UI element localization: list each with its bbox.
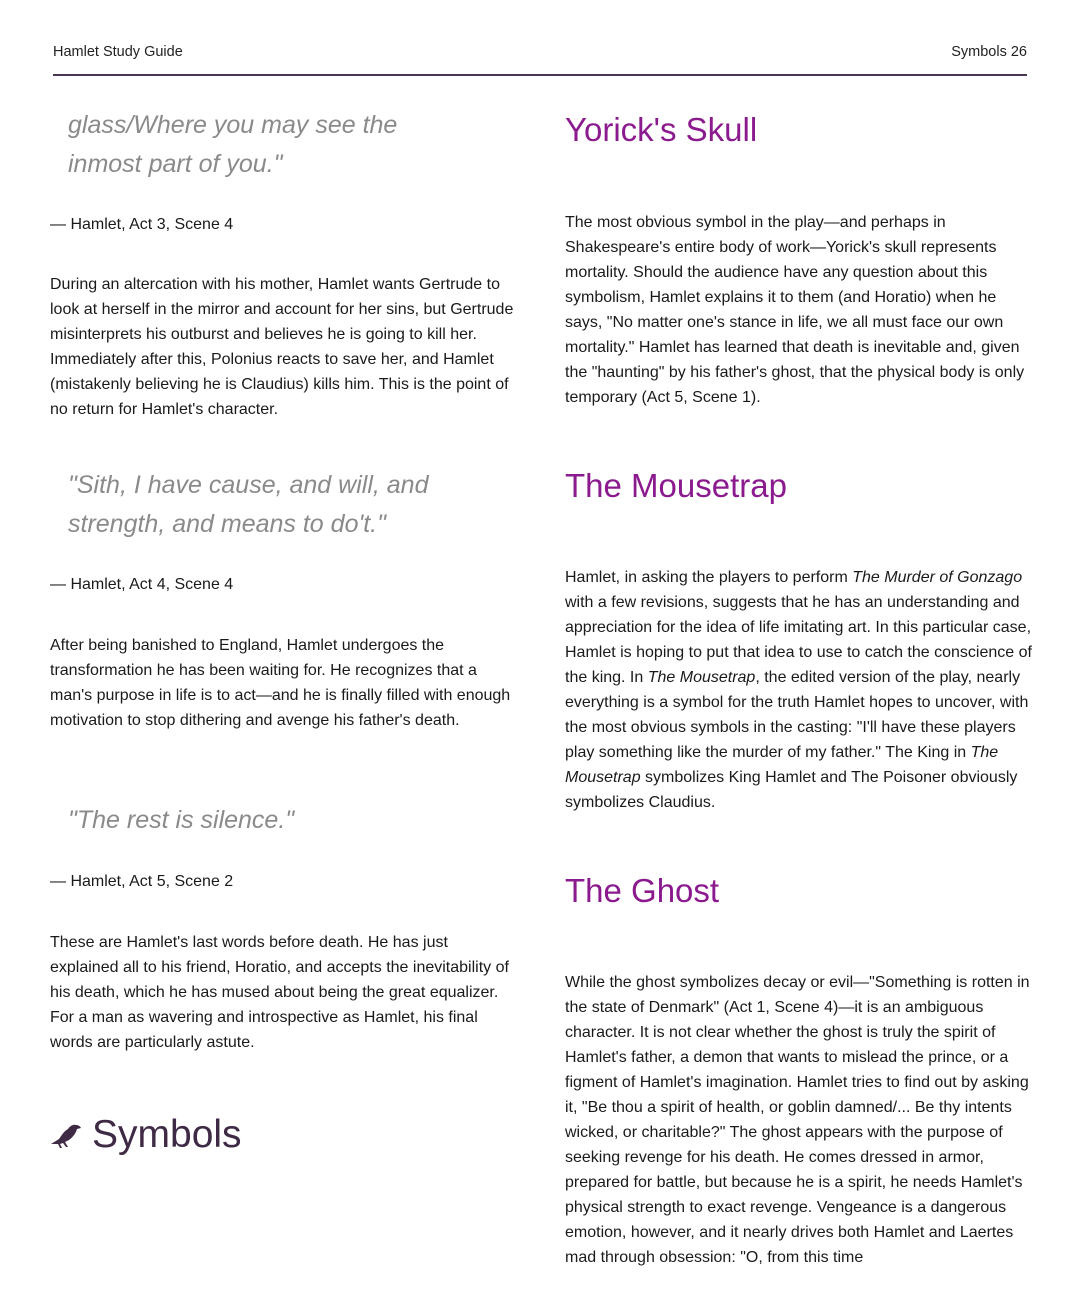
quote-citation-2: — Hamlet, Act 4, Scene 4 [50,576,234,593]
mousetrap-text-4: symbolizes King Hamlet and The Poisoner obviously symbolizes Claudius. [565,769,1018,811]
mousetrap-heading: The Mousetrap [565,467,787,504]
ghost-heading: The Ghost [565,872,720,909]
play-title-mousetrap: The Mousetrap [647,669,756,686]
pull-quote-line: strength, and means to do't." [68,510,387,538]
pull-quote-3: "The rest is silence." [68,806,295,834]
yoricks-skull-heading: Yorick's Skull [565,111,758,148]
mousetrap-paragraph [565,565,1035,815]
mousetrap-text-3: , the edited version of the play, nearly everything is a symbol for the truth Hamlet hopes to uncover, with the most obvious symbols in the casting: "I'll have these players play something like the murder of my father." The King in [565,669,1029,761]
page-header [53,44,1027,76]
pull-quote-line: inmost part of you." [68,150,283,178]
pull-quote-line: glass/Where you may see the [68,111,398,139]
quote-citation-3: — Hamlet, Act 5, Scene 2 [50,873,234,890]
play-title-mousetrap: The Mousetrap [565,744,999,786]
mousetrap-text-1: Hamlet, in asking the players to perform [565,569,853,586]
pull-quote-1 [68,106,515,184]
commentary-paragraph-1: During an altercation with his mother, Hamlet wants Gertrude to look at herself in the mirror and account for her sins, but Gertrude misinterprets his outburst and believes he is going to kill her. Immediately after this, Polonius reacts to save her, and Hamlet (mistakenly believing he is Claudius) kills him. This is the point of no return for Hamlet's character. [50,276,514,418]
raven-icon [50,1120,82,1150]
pull-quote-line: "Sith, I have cause, and will, and [68,471,429,499]
play-title-murder-of-gonzago: The Murder of Gonzago [852,569,1023,586]
section-page-number: Symbols 26 [951,44,1027,60]
symbols-heading-text: Symbols [92,1113,242,1156]
commentary-paragraph-2: After being banished to England, Hamlet undergoes the transformation he has been waiting for. He recognizes that a man's purpose in life is to act—and he is finally filled with enough motivation to stop dithering and avenge his father's death. [50,637,511,729]
yoricks-skull-paragraph: The most obvious symbol in the play—and perhaps in Shakespeare's entire body of work—Yorick's skull represents mortality. Should the audience have any question about this symbolism, Hamlet explains it to them (and Horatio) when he says, "No matter one's stance in life, we all must face our own mortality." Hamlet has learned that death is inevitable and, given the "haunting" by his father's ghost, that the physical body is only temporary (Act 5, Scene 1). [565,214,1025,406]
symbols-section-heading [50,1110,515,1160]
pull-quote-2 [68,466,515,544]
commentary-paragraph-3: These are Hamlet's last words before death. He has just explained all to his friend, Horatio, and accepts the inevitability of his death, which he has mused about being the great equalizer. For a man as wavering and introspective as Hamlet, his final words are particularly astute. [50,934,509,1051]
mousetrap-text-2: with a few revisions, suggests that he has an understanding and appreciation for the idea of life imitating art. In this particular case, Hamlet is hoping to put that idea to use to catch the conscience of the king. In [565,594,1032,686]
ghost-paragraph: While the ghost symbolizes decay or evil—"Something is rotten in the state of Denmark" (Act 1, Scene 4)—it is an ambiguous character. It is not clear whether the ghost is truly the spirit of Hamlet's father, a demon that wants to mislead the prince, or a figment of Hamlet's imagination. Hamlet tries to find out by asking it, "Be thou a spirit of health, or goblin damned/... Be thy intents wicked, or charitable?" The ghost appears with the purpose of seeking revenge for his death. He comes dressed in armor, prepared for battle, but because he is a spirit, he needs Hamlet's physical strength to exact revenge. Vengeance is a dangerous emotion, however, and it nearly drives both Hamlet and Laertes mad through obsession: "O, from this time [565,974,1030,1266]
guide-title: Hamlet Study Guide [53,44,183,60]
quote-citation-1: — Hamlet, Act 3, Scene 4 [50,216,234,233]
